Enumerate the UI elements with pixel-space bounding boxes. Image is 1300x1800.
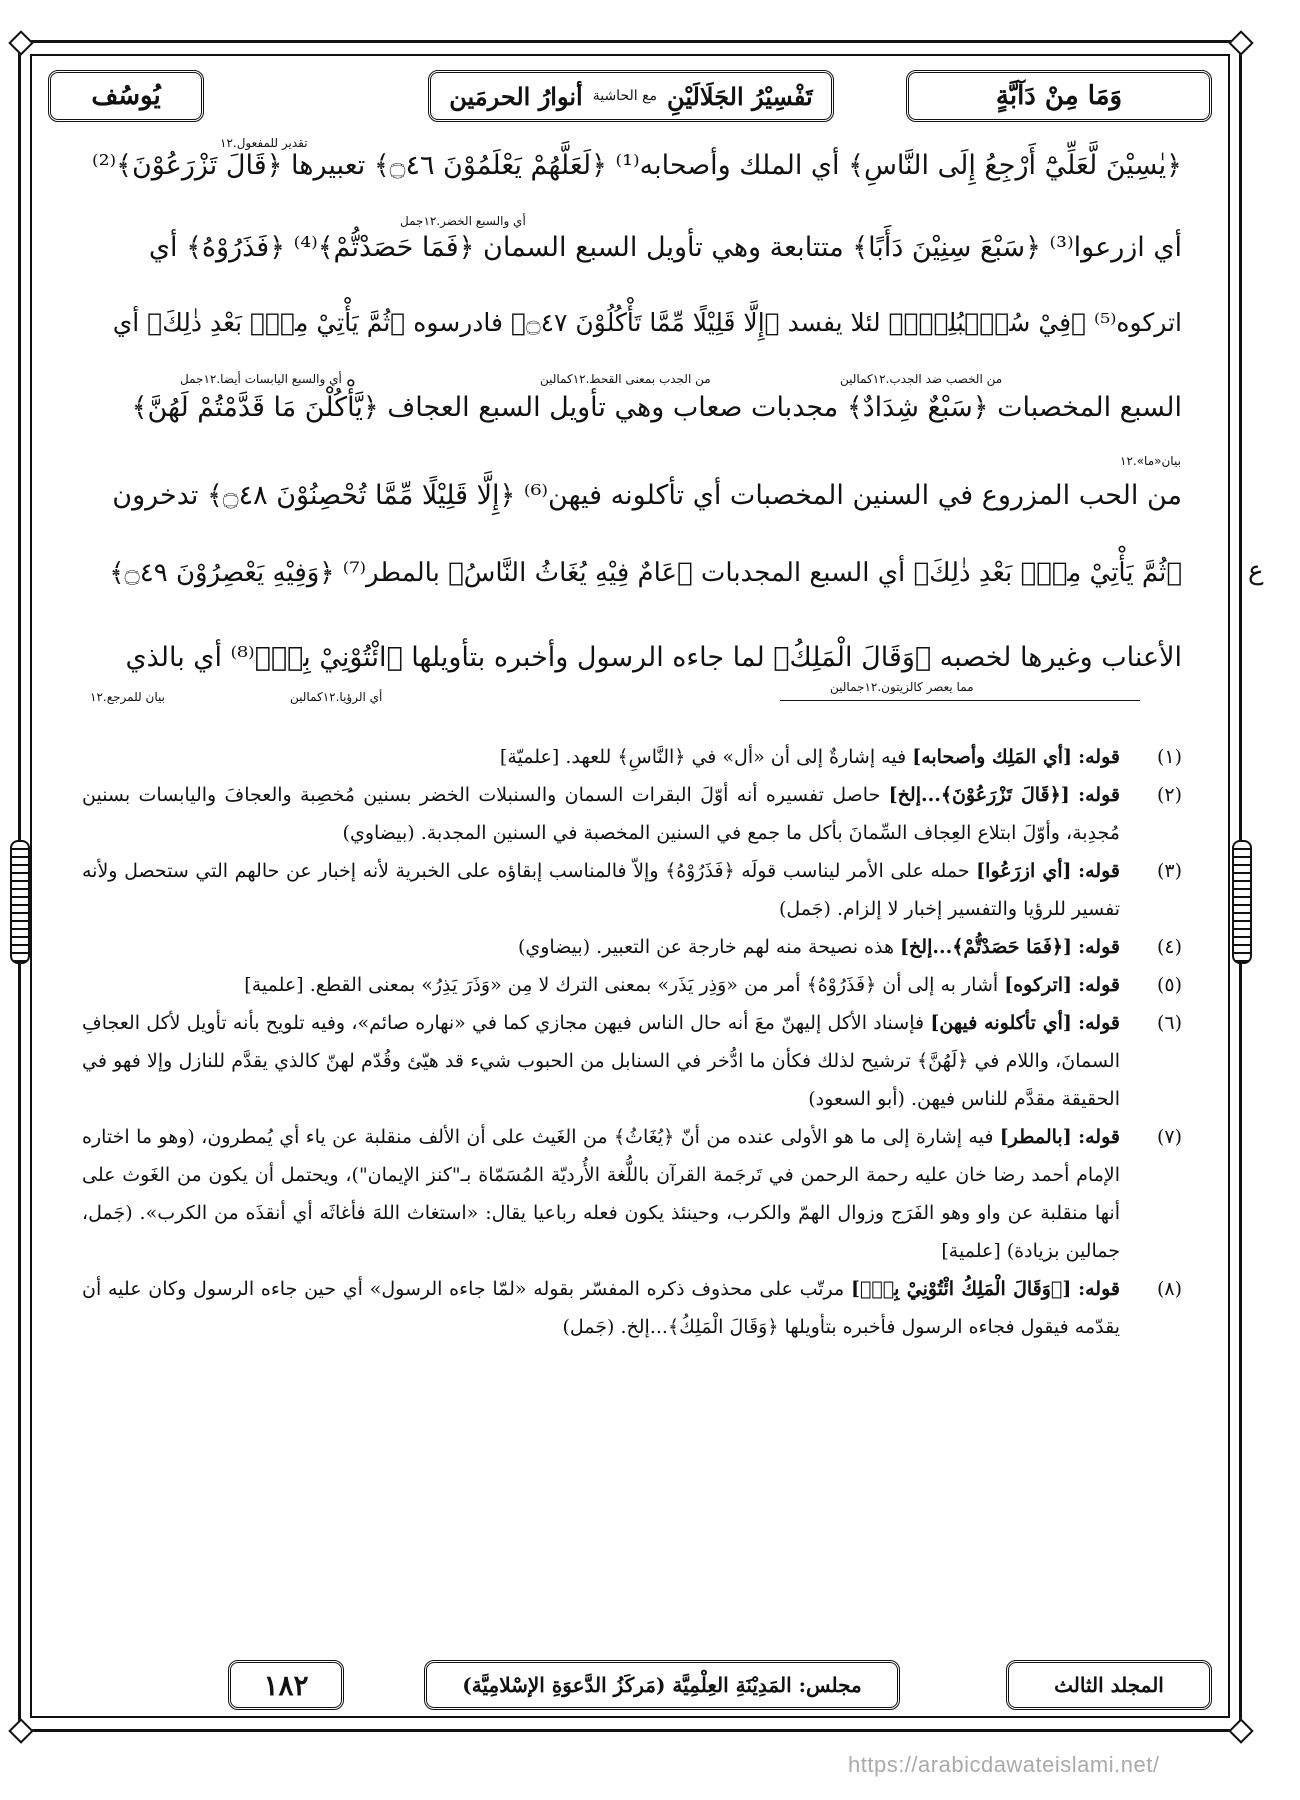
text-line: الأعناب وغيرها لخصبه ﴿وَقَالَ الْمَلِكُ﴾ لما جاءه الرسول وأخبره بتأويلها ﴿ائْتُوْنِيْ بِهٖ﴾⁽⁸⁾ أي بالذي — [125, 642, 1182, 673]
footnote-number: (٨) — [1156, 1278, 1182, 1300]
footnote-keyword: [﴿وَقَالَ الْمَلِكُ ائْتُوْنِيْ بِهٖ﴾] — [850, 1278, 1072, 1300]
footnote-text: هذه نصيحة منه لهم خارجة عن التعبير. (بيضاوي) — [517, 936, 894, 958]
footnote-text: فيه إشارةٌ إلى أن «أل» في ﴿النَّاسِ﴾ للعهد. [علميّة] — [499, 746, 907, 768]
footnote-keyword: [اتركوه] — [1004, 974, 1073, 996]
interlinear-note: بيان«ما».١٢ — [1120, 454, 1181, 468]
footnote-number: (٧) — [1156, 1126, 1182, 1148]
interlinear-note: من الخصب ضد الجدب.١٢كمالين — [840, 372, 1003, 386]
footnote-keyword: [أي ازرَعُوا] — [976, 860, 1072, 882]
interlinear-note: بيان للمرجع.١٢ — [90, 690, 165, 704]
footnote-item — [82, 966, 1182, 1004]
interlinear-note: أي الرؤيا.١٢كمالين — [290, 690, 383, 704]
interlinear-note: من الجدب بمعنى القحط.١٢كمالين — [540, 372, 711, 386]
watermark-url: https://arabicdawateislami.net/ — [848, 1752, 1160, 1777]
footnote-text: حمله على الأمر ليناسب قولَه ﴿فَذَرُوْهُ﴾ وإلاّ فالمناسب إبقاؤه على الخبرية لأنه إخبار عن حالهم التي ستحصل ولأنه تفسير للرؤيا والتفسير إخبار لا إلزام. (جَمل) — [82, 860, 1120, 920]
footnote-label: قوله: — [1078, 784, 1120, 806]
book-title-tag — [428, 70, 834, 122]
footnote-text: فيه إشارة إلى ما هو الأولى عنده من أنّ ﴿يُغَاثُ﴾ من الغَيث على أن الألف منقلبة عن ياء أي يُمطرون، (وهو ما اختاره الإمام أحمد رضا خان عليه رحمة الرحمن في تَرجَمة القرآن باللُّغة الأُرديّة المُسَمّاة بـ"كنز الإيمان")، ويحتمل أن يكون من الغَوث على أنها منقلبة عن واو وهو الفَرَج وزوال الهمّ والكرب، وحينئذ يكون فعله رباعيا يقال: «استغاث اللهَ فأغاثَه أي أنقذَه من الكرب». (جَمل، جمالين بزيادة) [علمية] — [82, 1126, 1120, 1262]
footnote-item — [82, 738, 1182, 776]
footnote-label: قوله: — [1078, 746, 1120, 768]
footnote-keyword: [﴿فَمَا حَصَدْتُّمْ﴾...إلخ] — [900, 936, 1073, 958]
footnote-keyword: [﴿قَالَ تَزْرَعُوْنَ﴾...إلخ] — [888, 784, 1070, 806]
footnote-item — [82, 1118, 1182, 1270]
footnote-number: (٣) — [1156, 860, 1182, 882]
page-header — [48, 66, 1212, 122]
footnote-label: قوله: — [1078, 936, 1120, 958]
footnote-text: مرتّب على محذوف ذكره المفسّر بقوله «لمّا جاءه الرسول» أي حين جاءه الرسول وكان عليه أن يقدّمه فيقول فجاءه الرسول فأخبره بتأويلها ﴿وَقَالَ الْمَلِكُ﴾...إلخ. (جَمل) — [82, 1278, 1120, 1338]
footnote-item — [82, 852, 1182, 928]
footnote-keyword: [أي تأكلونه فيهن] — [930, 1012, 1072, 1034]
footnote-label: قوله: — [1078, 1126, 1120, 1148]
footnote-text: حاصل تفسيره أنه أوّلَ البقرات السمان والسنبلات الخضر بسنين مُخصِبة والعجافَ واليابسات بسنين مُجدِبة، وأوّلَ ابتلاع العِجاف السِّمانَ بأكل ما جمع في السنين المخصبة في السنين المجدبة. (بيضاوي) — [82, 784, 1120, 844]
footnote-label: قوله: — [1078, 1012, 1120, 1034]
footnote-label: قوله: — [1078, 860, 1121, 882]
footnote-separator — [780, 700, 1140, 701]
text-line: السبع المخصبات ﴿سَبْعٌ شِدَادٌ﴾ مجدبات صعاب وهي تأويل السبع العجاف ﴿يَّأْكُلْنَ مَا قَدَّمْتُمْ لَهُنَّ﴾ — [131, 392, 1182, 423]
footnote-item — [82, 928, 1182, 966]
text-line: اتركوه⁽⁵⁾ ﴿فِيْ سُنْۢبُلِهٖٓ﴾ لئلا يفسد ﴿إِلَّا قَلِيْلًا مِّمَّا تَأْكُلُوْنَ ۝٤٧﴾ فادرسوه ﴿ثُمَّ يَأْتِيْ مِنْۢ بَعْدِ ذٰلِكَ﴾ أي — [112, 308, 1182, 337]
text-line: ﴿يٰسِيْنَ لَّعَلِّيْٓ أَرْجِعُ إِلَى النَّاسِ﴾ أي الملك وأصحابه⁽¹⁾ ﴿لَعَلَّهُمْ يَعْلَمُوْنَ ۝٤٦﴾ تعبيرها ﴿قَالَ تَزْرَعُوْنَ﴾⁽²⁾ — [92, 150, 1182, 181]
text-line: ﴿ثُمَّ يَأْتِيْ مِنْۢ بَعْدِ ذٰلِكَ﴾ أي السبع المجدبات ﴿عَامٌ فِيْهِ يُغَاثُ النَّاسُ﴾ بالمطر⁽⁷⁾ ﴿وَفِيْهِ يَعْصِرُوْنَ ۝٤٩﴾ — [109, 558, 1182, 588]
book-subtitle: مع الحاشية — [592, 88, 658, 104]
footnote-number: (٢) — [1156, 784, 1182, 806]
footnote-keyword: [أي المَلِك وأصحابه] — [912, 746, 1073, 768]
footnote-number: (٥) — [1156, 974, 1182, 996]
footnote-number: (١) — [1156, 746, 1182, 768]
side-ornament-right — [1232, 840, 1252, 964]
interlinear-note: تقدير للمفعول.١٢ — [220, 136, 308, 150]
interlinear-note: أي والسبع اليابسات أيضا.١٢جمل — [180, 372, 342, 386]
surah-name-tag: يُوسُف — [48, 70, 204, 122]
publisher-tag: مجلس: المَدِيْنَةِ العِلْمِيَّة (مَركَزُ الدَّعوَةِ الإسْلامِيَّة) — [424, 1660, 900, 1710]
book-title: تَفْسِيْرُ الجَلَالَيْنِ — [667, 81, 813, 111]
text-line: أي ازرعوا⁽³⁾ ﴿سَبْعَ سِنِيْنَ دَأَبًا﴾ متتابعة وهي تأويل السبع السمان ﴿فَمَا حَصَدْتُّمْ﴾⁽⁴⁾ ﴿فَذَرُوْهُ﴾ أي — [148, 232, 1182, 263]
volume-tag: المجلد الثالث — [1006, 1660, 1212, 1710]
juz-name-tag: وَمَا مِنْ دَآبَّةٍ — [906, 70, 1212, 122]
footnote-label: قوله: — [1078, 974, 1120, 996]
footnote-item — [82, 776, 1182, 852]
footnote-number: (٤) — [1156, 936, 1182, 958]
margin-mark: ع — [1248, 556, 1264, 586]
page-number: ١٨٢ — [228, 1660, 344, 1710]
page-footer — [48, 1660, 1212, 1710]
footnote-item — [82, 1004, 1182, 1118]
book-commentary-title: أنوارُ الحرمَين — [449, 81, 583, 111]
footnotes — [82, 738, 1182, 1346]
interlinear-note: مما يعصر كالزيتون.١٢جمالين — [830, 680, 974, 694]
footnote-text: فإسناد الأكل إليهنّ معَ أنه حال الناس فيهن مجازي كما في «نهاره صائم»، وفيه تلويح بأنه تأويل لأكل العجافِ السمانَ، واللام في ﴿لَهُنَّ﴾ ترشيح لذلك فكأن ما ادُّخر في السنابل من الحبوب شيء قد هيّئ وقُدّم لهنّ كالذي يقدَّم للنازل وإلا فهو في الحقيقة مقدَّم للناس فيهن. (أبو السعود) — [82, 1012, 1120, 1110]
side-ornament-left — [10, 840, 30, 964]
interlinear-note: أي والسبع الخضر.١٢جمل — [400, 214, 526, 228]
footnote-label: قوله: — [1078, 1278, 1120, 1300]
footnote-number: (٦) — [1156, 1012, 1182, 1034]
footnote-text: أشار به إلى أن ﴿فَذَرُوْهُ﴾ أمر من «وَذِر يَذَر» بمعنى الترك لا مِن «وَذَرَ يَذِرُ» بمعنى القطع. [علمية] — [244, 974, 999, 996]
footnote-keyword: [بالمطر] — [999, 1126, 1072, 1148]
text-line: من الحب المزروع في السنين المخصبات أي تأكلونه فيهن⁽⁶⁾ ﴿إِلَّا قَلِيْلًا مِّمَّا تُحْصِنُوْنَ ۝٤٨﴾ تدخرون — [112, 480, 1182, 511]
footnote-item — [82, 1270, 1182, 1346]
